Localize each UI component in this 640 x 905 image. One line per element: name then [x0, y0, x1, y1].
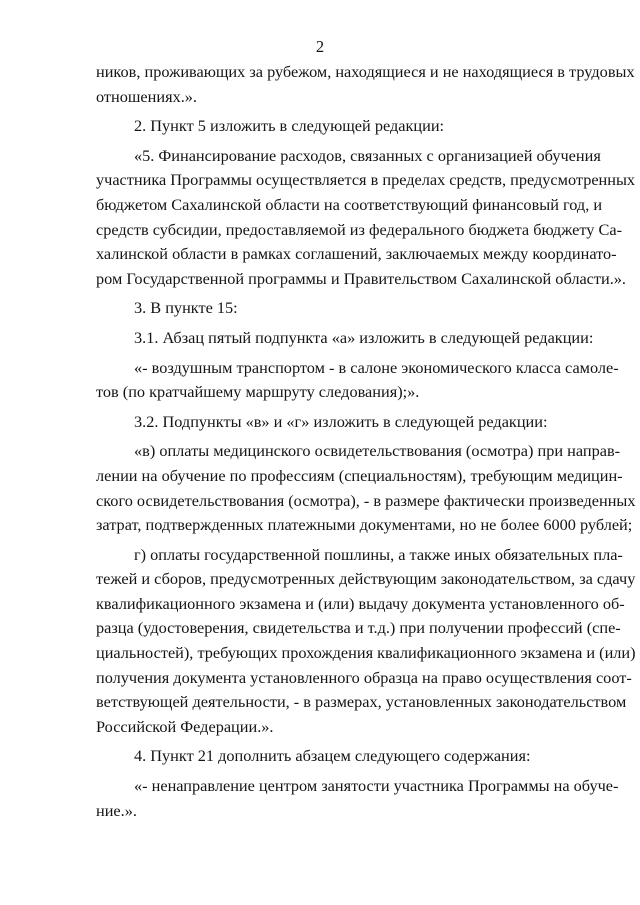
text-line: Российской Федерации.».	[96, 716, 274, 736]
text-line: 3. В пункте 15:	[134, 298, 238, 318]
paragraph	[96, 774, 619, 823]
text-line: халинской области в рамках соглашений, заключаемых между координато-	[96, 244, 617, 264]
text-line: 3.1. Абзац пятый подпункта «а» изложить в следующей редакции:	[134, 327, 594, 347]
text-line: получения документа установленного образца на право осуществления соот-	[96, 667, 632, 687]
text-line: ние.».	[96, 800, 137, 820]
text-line: бюджетом Сахалинской области на соответствующий финансовый год, и	[96, 194, 603, 214]
document-body	[96, 60, 636, 823]
text-line: тов (по кратчайшему маршруту следования);».	[96, 382, 420, 402]
text-line: 4. Пункт 21 дополнить абзацем следующего содержания:	[134, 746, 531, 766]
text-line: затрат, подтвержденных платежными документами, но не более 6000 рублей;	[96, 515, 633, 535]
text-line: ского освидетельствования (осмотра), - в размере фактически произведенных	[96, 490, 636, 510]
text-line: «5. Финансирование расходов, связанных с организацией обучения	[134, 145, 601, 165]
paragraph	[96, 326, 600, 351]
text-line: г) оплаты государственной пошлины, а также иных обязательных пла-	[134, 544, 623, 564]
paragraph	[96, 410, 600, 435]
text-line: 3.2. Подпункты «в» и «г» изложить в следующей редакции:	[134, 411, 548, 431]
text-line: лении на обучение по профессиям (специальностям), требующим медицин-	[96, 465, 623, 485]
text-line: ников, проживающих за рубежом, находящиеся и не находящиеся в трудовых	[96, 62, 635, 81]
paragraph	[96, 543, 636, 740]
paragraph	[96, 144, 636, 292]
paragraph	[96, 60, 635, 109]
paragraph	[96, 296, 600, 321]
text-line: 2. Пункт 5 изложить в следующей редакции:	[134, 116, 445, 136]
text-line: «- ненаправление центром занятости участника Программы на обуче-	[134, 776, 619, 796]
text-line: участника Программы осуществляется в пределах средств, предусмотренных	[96, 170, 636, 190]
text-line: отношениях.».	[96, 86, 197, 106]
text-line: средств субсидии, предоставляемой из федерального бюджета бюджету Са-	[96, 219, 623, 239]
paragraph	[96, 356, 619, 405]
page-number: 2	[315, 37, 325, 56]
text-line: квалификационного экзамена и (или) выдачу документа установленного об-	[96, 593, 625, 613]
paragraph	[96, 439, 636, 537]
text-line: циальностей), требующих прохождения квалификационного экзамена и (или)	[96, 643, 636, 663]
text-line: тежей и сборов, предусмотренных действующим законодательством, за сдачу	[96, 569, 636, 589]
paragraph	[96, 114, 600, 139]
text-line: «в) оплаты медицинского освидетельствования (осмотра) при направ-	[134, 441, 621, 461]
text-line: разца (удостоверения, свидетельства и т.д.) при получении профессий (спе-	[96, 618, 621, 638]
text-line: «- воздушным транспортом - в салоне экономического класса самоле-	[134, 357, 619, 377]
paragraph	[96, 744, 600, 769]
text-line: ветствующей деятельности, - в размерах, установленных законодательством	[96, 692, 627, 712]
text-line: ром Государственной программы и Правительством Сахалинской области.».	[96, 268, 627, 288]
